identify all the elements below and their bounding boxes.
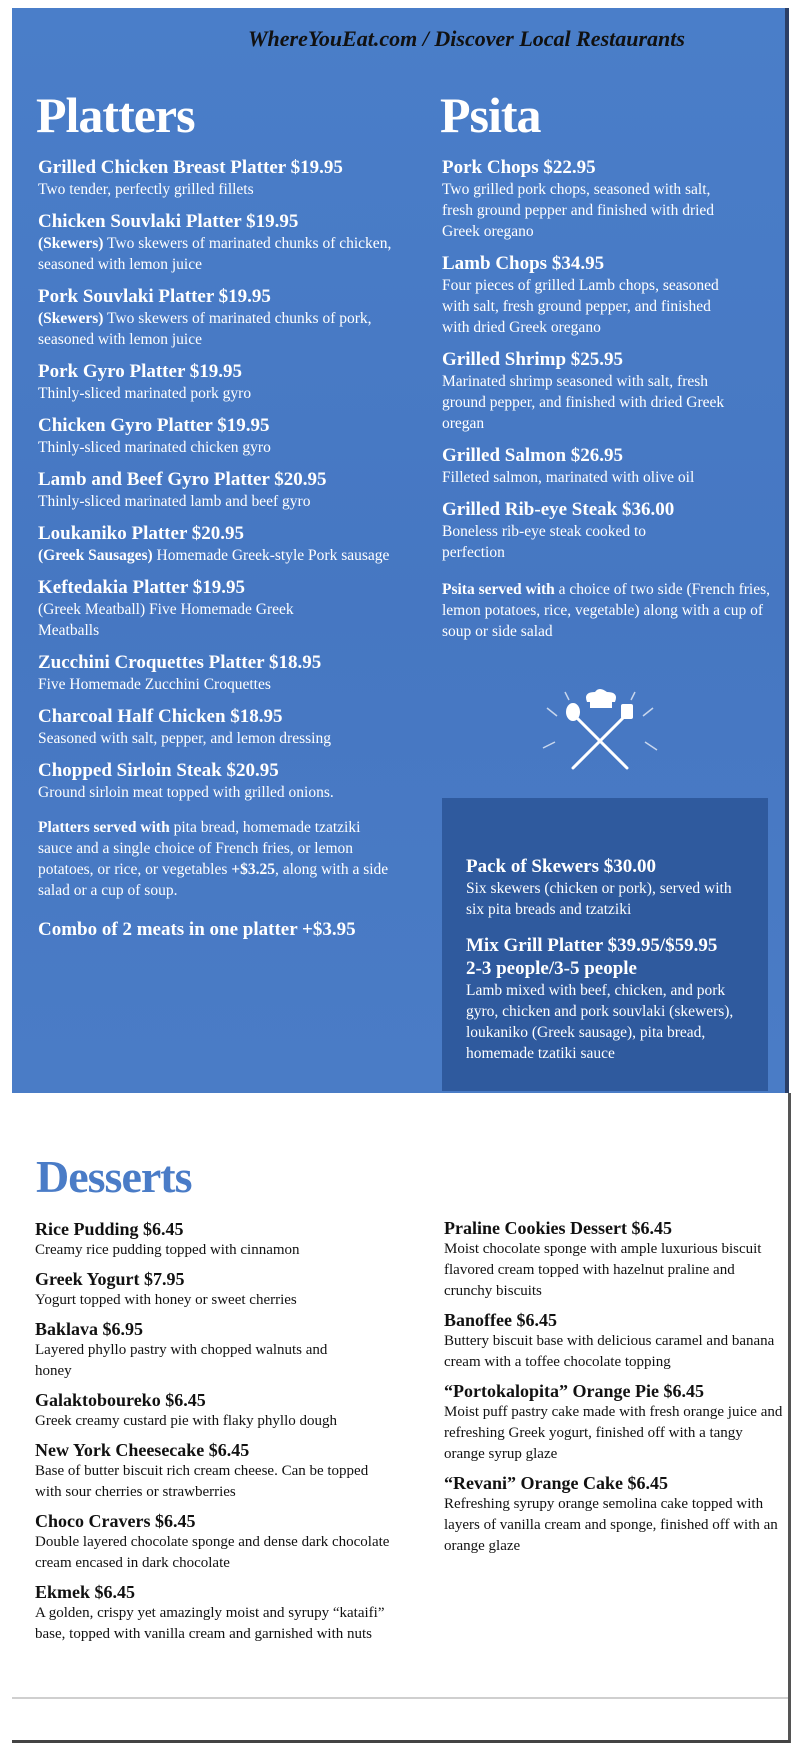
page-shadow-bottom [12, 1740, 790, 1743]
item-title: Loukaniko Platter $20.95 [38, 523, 245, 544]
platter-item [38, 210, 398, 275]
platter-item [38, 360, 398, 404]
item-title: Praline Cookies Dessert $6.45 [444, 1218, 672, 1238]
item-desc: Lamb mixed with beef, chicken, and pork gyro, chicken and pork souvlaki (skewers), loukaniko (Greek sausage), pita bread, homemade tzatiki sauce [466, 982, 734, 1062]
psita-note [442, 579, 778, 642]
psita-item [442, 348, 778, 434]
item-title: Mix Grill Platter $39.95/$59.95 [466, 935, 718, 956]
item-title: Pack of Skewers $30.00 [466, 856, 656, 877]
desserts-left-column [35, 1218, 395, 1652]
chef-hat-utensils-icon [535, 688, 665, 783]
item-desc-bold: (Skewers) [38, 310, 104, 327]
note-text: a choice of two side (French fries, lemon potatoes, rice, vegetable) along with a cup of soup or side salad [442, 581, 770, 640]
platters-column [38, 156, 398, 941]
dessert-item [35, 1318, 395, 1382]
bottom-divider [12, 1697, 788, 1699]
platter-item [38, 705, 398, 749]
item-desc: Marinated shrimp seasoned with salt, fresh ground pepper, and finished with dried Greek oregan [442, 373, 725, 432]
special-item [466, 855, 766, 920]
item-desc-text: Homemade Greek-style Pork sausage [152, 547, 390, 564]
item-subtitle: 2-3 people/3-5 people [466, 958, 637, 979]
note-bold: Platters served with [38, 819, 170, 836]
dessert-item [444, 1217, 784, 1302]
item-title: Zucchini Croquettes Platter $18.95 [38, 652, 322, 673]
note-bold: Psita served with [442, 581, 555, 598]
item-desc: Refreshing syrupy orange semolina cake topped with layers of vanilla cream and sponge, finished off with an orange glaze [444, 1496, 778, 1554]
psita-item [442, 252, 778, 338]
item-title: Grilled Chicken Breast Platter $19.95 [38, 157, 343, 178]
panel-edge [785, 8, 789, 1093]
item-title: Pork Gyro Platter $19.95 [38, 361, 243, 382]
specials-column [466, 855, 766, 1074]
combo-line: Combo of 2 meats in one platter +$3.95 [38, 919, 356, 940]
item-desc: Two grilled pork chops, seasoned with salt, fresh ground pepper and finished with dried Greek oregano [442, 181, 715, 240]
item-title: Chopped Sirloin Steak $20.95 [38, 760, 279, 781]
desserts-right-column [444, 1217, 784, 1564]
platter-item [38, 414, 398, 458]
item-desc: Two tender, perfectly grilled fillets [38, 181, 254, 198]
item-title: Pork Chops $22.95 [442, 157, 596, 178]
item-title: Charcoal Half Chicken $18.95 [38, 706, 283, 727]
page-shadow-right [788, 1093, 791, 1743]
note-tail: , along with a side salad or a cup of soup. [38, 861, 389, 899]
desserts-heading: Desserts [36, 1151, 192, 1202]
item-desc: A golden, crispy yet amazingly moist and syrupy “kataifi” base, topped with vanilla cream and garnished with nuts [35, 1605, 385, 1642]
item-desc: Five Homemade Zucchini Croquettes [38, 676, 271, 693]
item-desc-bold: (Greek Sausages) [38, 547, 153, 564]
platters-heading: Platters [36, 87, 195, 143]
item-desc: Boneless rib-eye steak cooked to perfection [442, 523, 647, 561]
item-desc [38, 545, 398, 566]
item-desc: Moist puff pastry cake made with fresh orange juice and refreshing Greek yogurt, finished off with a tangy orange syrup glaze [444, 1404, 783, 1462]
item-desc: Ground sirloin meat topped with grilled onions. [38, 784, 334, 801]
item-title: Pork Souvlaki Platter $19.95 [38, 286, 271, 307]
item-desc: (Greek Meatball) Five Homemade Greek Meatballs [38, 601, 294, 639]
item-title: “Portokalopita” Orange Pie $6.45 [444, 1381, 704, 1401]
site-watermark: WhereYouEat.com / Discover Local Restaurants [248, 26, 685, 51]
platter-item [38, 468, 398, 512]
item-desc: Moist chocolate sponge with ample luxurious biscuit flavored cream topped with hazelnut praline and crunchy biscuits [444, 1241, 762, 1299]
item-title: Keftedakia Platter $19.95 [38, 577, 246, 598]
platter-item [38, 285, 398, 350]
dessert-item [35, 1389, 395, 1432]
item-desc: Thinly-sliced marinated chicken gyro [38, 439, 271, 456]
item-desc: Double layered chocolate sponge and dense dark chocolate cream encased in dark chocolate [35, 1534, 390, 1571]
note-price: +$3.25 [231, 861, 275, 878]
item-title: Ekmek $6.45 [35, 1582, 136, 1602]
platter-item [38, 576, 398, 641]
dessert-item [35, 1581, 395, 1645]
item-title: Galaktoboureko $6.45 [35, 1390, 206, 1410]
item-desc: Thinly-sliced marinated pork gyro [38, 385, 252, 402]
platter-item [38, 651, 398, 695]
item-title: Rice Pudding $6.45 [35, 1219, 184, 1239]
item-title: New York Cheesecake $6.45 [35, 1440, 250, 1460]
psita-item [442, 156, 778, 242]
item-desc: Buttery biscuit base with delicious caramel and banana cream with a toffee chocolate topping [444, 1333, 775, 1370]
dessert-item [35, 1510, 395, 1574]
platters-note [38, 817, 398, 901]
item-desc: Greek creamy custard pie with flaky phyllo dough [35, 1413, 337, 1429]
dessert-item [35, 1268, 395, 1311]
psita-heading: Psita [440, 87, 541, 143]
special-item [466, 934, 766, 1064]
dessert-item [444, 1472, 784, 1557]
item-title: Lamb and Beef Gyro Platter $20.95 [38, 469, 327, 490]
platter-item [38, 759, 398, 803]
item-desc: Six skewers (chicken or pork), served with six pita breads and tzatziki [466, 880, 732, 918]
item-desc: Filleted salmon, marinated with olive oil [442, 469, 695, 486]
item-title: Chicken Souvlaki Platter $19.95 [38, 211, 299, 232]
psita-column [442, 156, 778, 642]
platter-item [38, 522, 398, 566]
item-desc: Base of butter biscuit rich cream cheese. Can be topped with sour cherries or strawberries [35, 1463, 369, 1500]
note-text: pita bread, homemade tzatziki sauce and a single choice of French fries, or lemon potatoes, or rice, or vegetables [38, 819, 361, 878]
item-title: Chicken Gyro Platter $19.95 [38, 415, 270, 436]
item-desc: Seasoned with salt, pepper, and lemon dressing [38, 730, 331, 747]
dessert-item [35, 1218, 395, 1261]
item-title: “Revani” Orange Cake $6.45 [444, 1473, 668, 1493]
item-desc: Four pieces of grilled Lamb chops, seasoned with salt, fresh ground pepper, and finished with dried Greek oregano [442, 277, 719, 336]
item-desc-text: Two skewers of marinated chunks of chicken, seasoned with lemon juice [38, 235, 392, 273]
item-title: Lamb Chops $34.95 [442, 253, 605, 274]
item-title: Grilled Salmon $26.95 [442, 445, 624, 466]
item-desc-bold: (Skewers) [38, 235, 104, 252]
item-title: Grilled Shrimp $25.95 [442, 349, 624, 370]
item-desc: Yogurt topped with honey or sweet cherries [35, 1292, 297, 1308]
item-title: Banoffee $6.45 [444, 1310, 557, 1330]
item-desc: Creamy rice pudding topped with cinnamon [35, 1242, 300, 1258]
dessert-item [444, 1380, 784, 1465]
item-desc: Thinly-sliced marinated lamb and beef gyro [38, 493, 311, 510]
item-desc [38, 233, 398, 275]
item-title: Greek Yogurt $7.95 [35, 1269, 185, 1289]
item-title: Baklava $6.95 [35, 1319, 144, 1339]
dessert-item [444, 1309, 784, 1373]
psita-item [442, 444, 778, 488]
item-desc [38, 308, 398, 350]
psita-item [442, 498, 778, 563]
platter-item [38, 156, 398, 200]
item-desc: Layered phyllo pastry with chopped walnuts and honey [35, 1342, 328, 1379]
item-title: Grilled Rib-eye Steak $36.00 [442, 499, 675, 520]
item-title: Choco Cravers $6.45 [35, 1511, 196, 1531]
dessert-item [35, 1439, 395, 1503]
item-desc-text: Two skewers of marinated chunks of pork, seasoned with lemon juice [38, 310, 372, 348]
